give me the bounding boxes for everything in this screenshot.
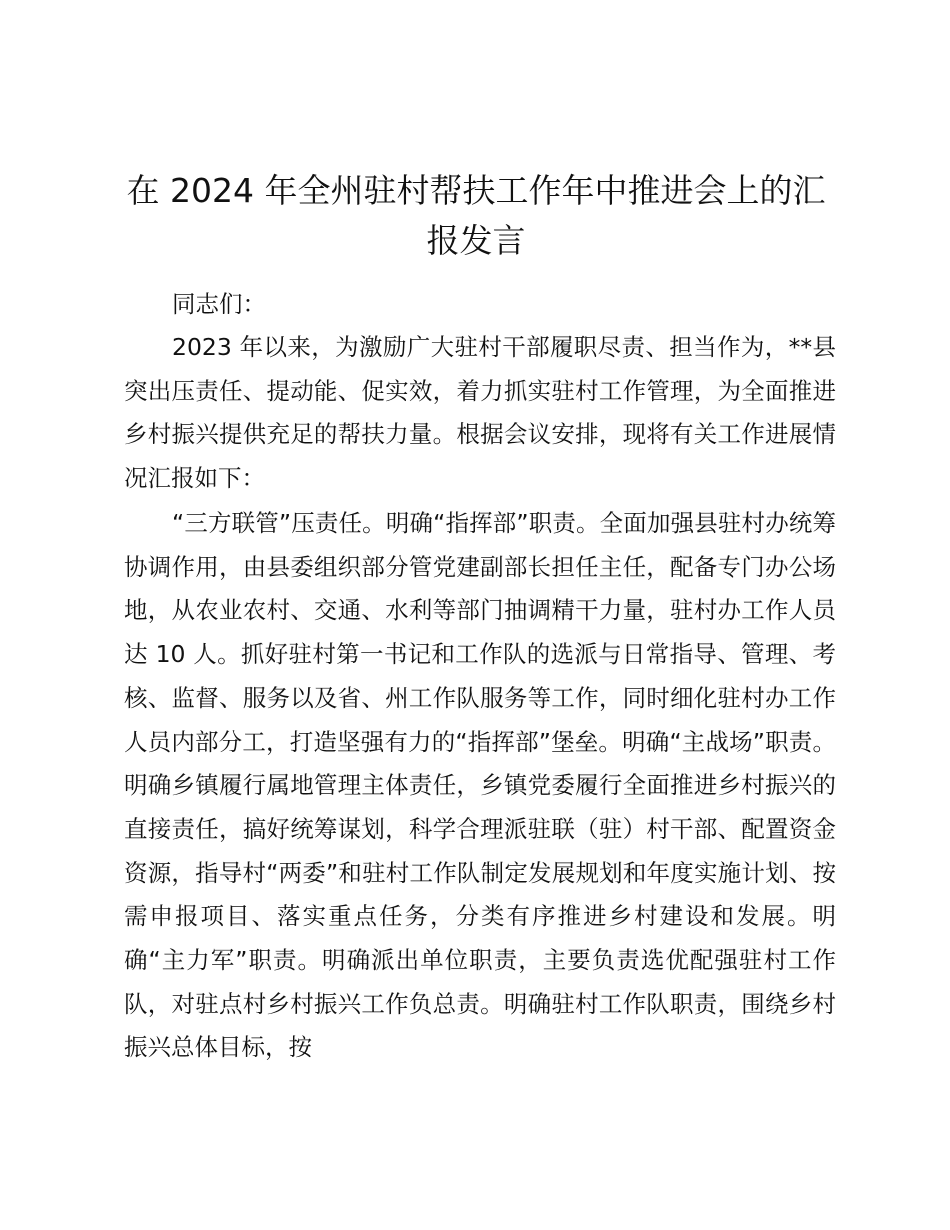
document-title: 在 2024 年全州驻村帮扶工作年中推进会上的汇报发言 <box>126 171 826 260</box>
paragraph-intro: 2023 年以来，为激励广大驻村干部履职尽责、担当作为，**县突出压责任、提动能、促实效，着力抓实驻村工作管理，为全面推进乡村振兴提供充足的帮扶力量。根据会议安排，现将有关工作进展情况汇报如下： <box>124 333 836 493</box>
paragraph-responsibilities: “三方联管”压责任。明确“指挥部”职责。全面加强县驻村办统筹协调作用，由县委组织部分管党建副部长担任主任，配备专门办公场地，从农业农村、交通、水利等部门抽调精干力量，驻村办工作人员达 10 人。抓好驻村第一书记和工作队的选派与日常指导、管理、考核、监督、服务以及省、州工作队服务等工作，同时细化驻村办工作人员内部分工，打造坚强有力的“指挥部”堡垒。明确“主战场”职责。明确乡镇履行属地管理主体责任，乡镇党委履行全面推进乡村振兴的直接责任，搞好统筹谋划，科学合理派驻联（驻）村干部、配置资金资源，指导村“两委”和驻村工作队制定发展规划和年度实施计划、按需申报项目、落实重点任务，分类有序推进乡村建设和发展。明确“主力军”职责。明确派出单位职责，主要负责选优配强驻村工作队，对驻点村乡村振兴工作负总责。明确驻村工作队职责，围绕乡村振兴总体目标，按 <box>124 509 836 1062</box>
paragraph-block <box>124 502 836 1070</box>
greeting: 同志们： <box>172 290 266 318</box>
paragraph-block <box>124 326 836 501</box>
